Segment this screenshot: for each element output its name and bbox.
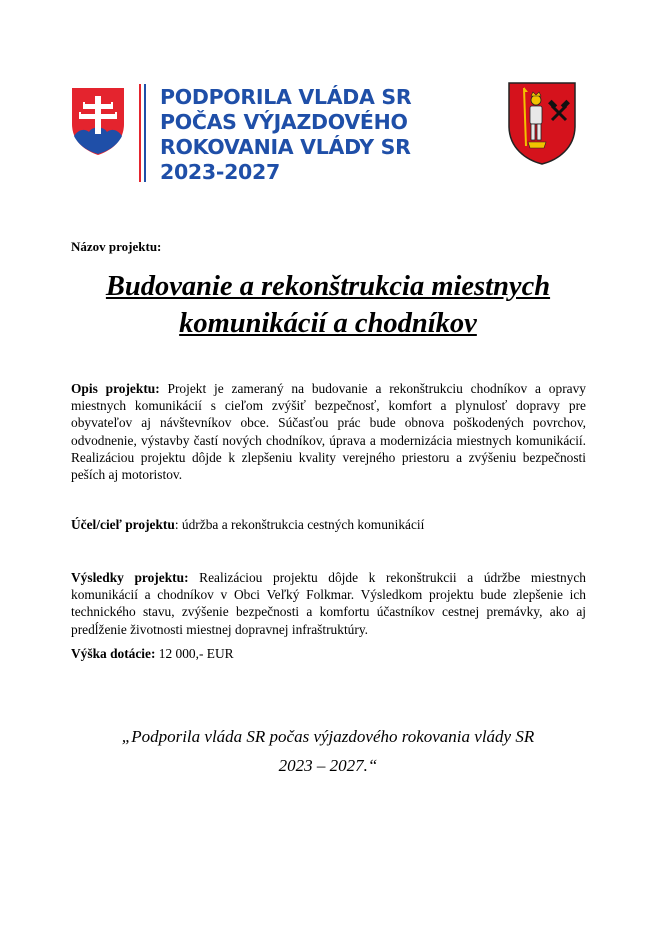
footer-quote	[60, 722, 596, 780]
project-title-line-2: komunikácií a chodníkov	[179, 308, 477, 339]
grant-label: Výška dotácie:	[71, 646, 156, 661]
goal-text: : údržba a rekonštrukcia cestných komunikácií	[174, 517, 425, 532]
gov-line-2: POČAS VÝJAZDOVÉHO	[160, 110, 408, 134]
divider-red	[139, 84, 141, 182]
municipality-coat-of-arms-icon	[506, 80, 578, 166]
project-goal	[71, 516, 586, 533]
description-text: Projekt je zameraný na budovanie a rekonštrukciu chodníkov a opravy miestnych komunikácií s cieľom zvýšiť bezpečnosť, komfort a plynulosť dopravy pre obyvateľov aj návštevníkov obce. Súčasťou prác bude obnova poškodených povrchov, odvodnenie, výstavby častí nových chodníkov, úprava a modernizácia miestnych komunikácií. Realizáciou projektu dôjde k zlepšeniu kvality verejného priestoru a zvýšeniu bezpečnosti peších aj motoristov.	[71, 381, 586, 483]
grant-amount	[71, 645, 586, 662]
grant-text: 12 000,- EUR	[158, 646, 234, 661]
project-description	[71, 380, 586, 483]
gov-line-3: ROKOVANIA VLÁDY SR	[160, 135, 411, 159]
project-title	[60, 268, 596, 342]
project-title-line-1: Budovanie a rekonštrukcia miestnych	[105, 271, 551, 302]
quote-line-1: „Podporila vláda SR počas výjazdového rokovania vlády SR	[121, 727, 535, 746]
results-label: Výsledky projektu:	[71, 570, 189, 585]
gov-line-4: 2023-2027	[160, 160, 280, 184]
goal-label: Účel/cieľ projektu	[71, 517, 175, 532]
header	[0, 0, 656, 200]
project-results	[71, 569, 586, 638]
project-name-label: Názov projektu:	[71, 239, 162, 254]
results-text: Realizáciou projektu dôjde k rekonštrukcii a údržbe miestnych komunikácií a chodníkov v Obci Veľký Folkmar. Výsledkom projektu bude zlepšenie ich technického stavu, zvýšenie bezpečnosti a komfortu účastníkov cestnej premávky, ako aj predĺženie životnosti miestnej dopravnej infraštruktúry.	[71, 570, 586, 637]
government-support-text	[160, 85, 411, 185]
quote-line-2: 2023 – 2027.“	[278, 756, 378, 775]
slovak-state-emblem-icon	[70, 86, 126, 156]
description-label: Opis projektu:	[71, 381, 160, 396]
gov-line-1: PODPORILA VLÁDA SR	[160, 85, 412, 109]
divider-blue	[144, 84, 146, 182]
